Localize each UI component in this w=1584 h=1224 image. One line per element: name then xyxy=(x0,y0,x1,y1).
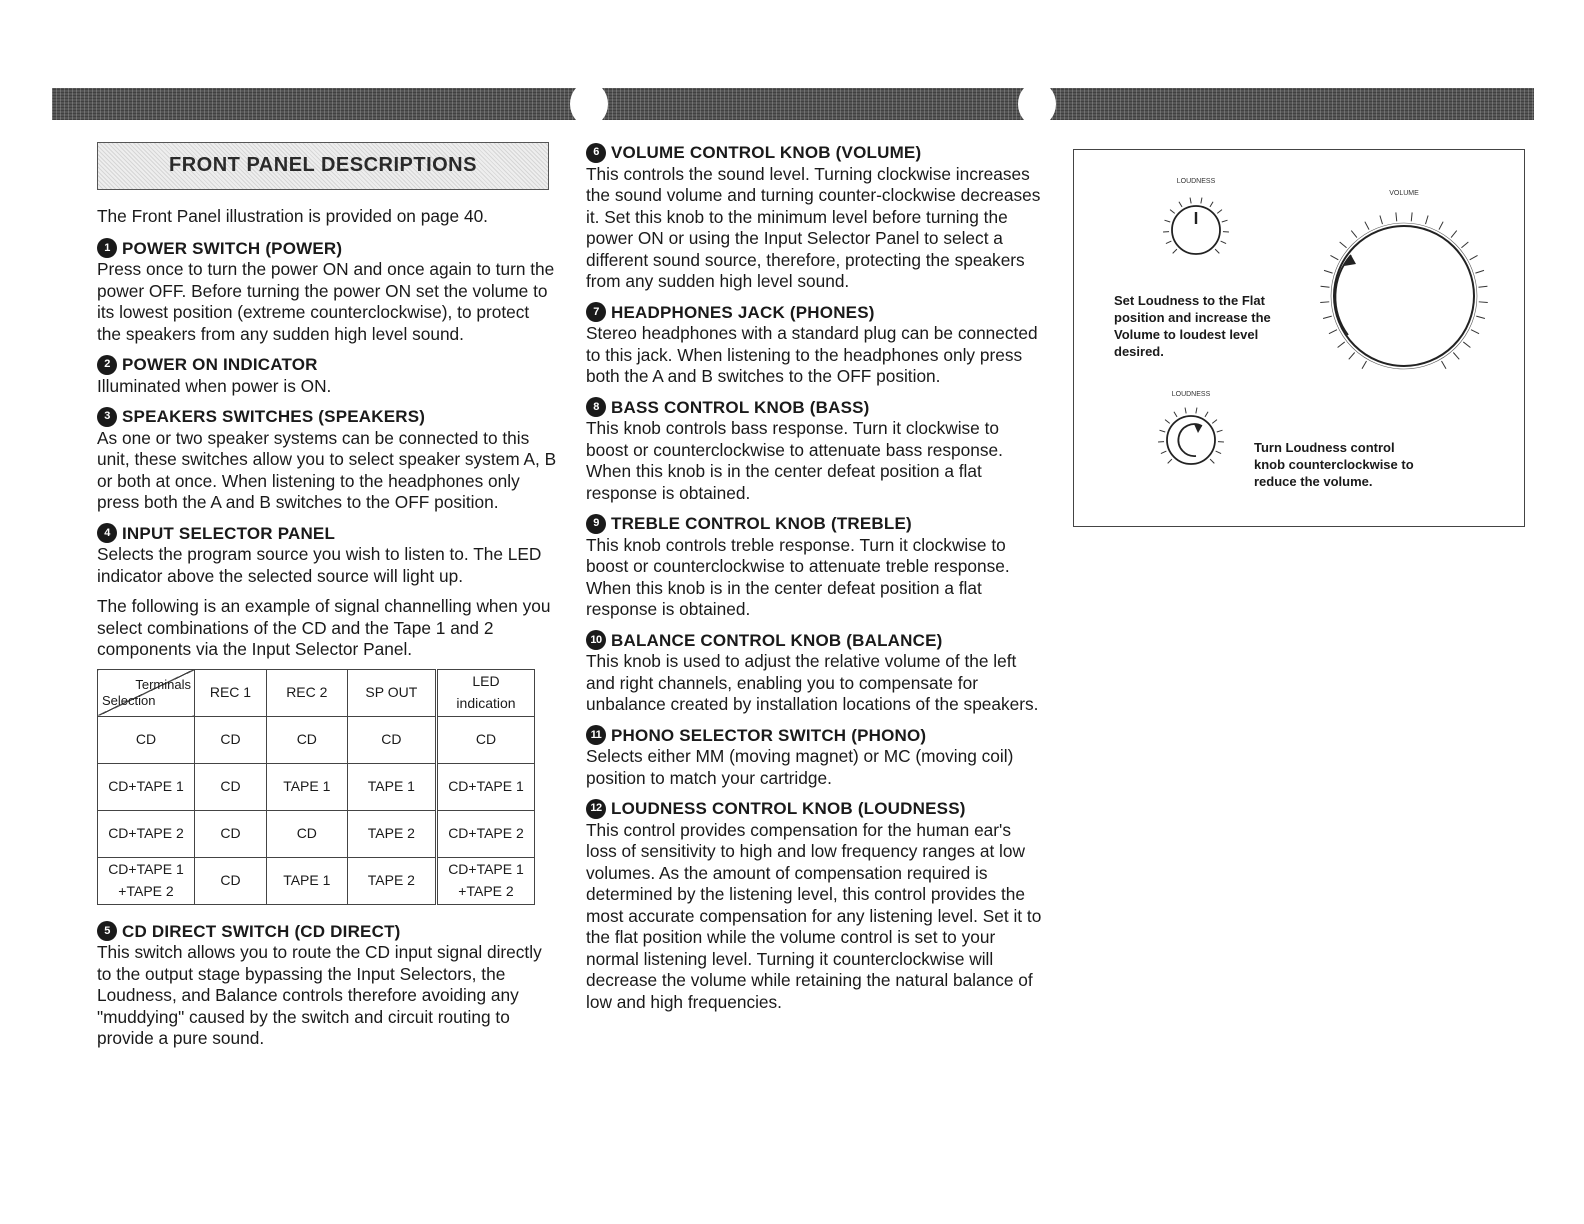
dial-tick xyxy=(1205,412,1208,417)
item-number-badge: 11 xyxy=(586,725,606,745)
dial-tick xyxy=(1323,316,1332,318)
dial-tick xyxy=(1185,408,1186,414)
item-number-badge: 1 xyxy=(97,238,117,258)
dial-tick xyxy=(1210,202,1213,207)
corner-selection-label: Selection xyxy=(102,693,156,708)
item-number-badge: 8 xyxy=(586,397,606,417)
dial-tick xyxy=(1174,412,1177,417)
table-intro-text: The following is an example of signal channelling when you select combinations of the CD and the Tape 1 and 2 components via the Input Selector Panel. xyxy=(97,596,551,659)
table-cell: TAPE 1 xyxy=(347,763,436,810)
dial-tick xyxy=(1164,220,1170,222)
dial-tick xyxy=(1479,302,1488,303)
item-body: This control provides compensation for the human ear's loss of sensitivity to high and low frequency ranges at low volumes. As the amount of compensation required is determined by the listening level, this control provides the most accurate compensation for any listening level. Set it to the flat position while the volume control is set to your normal listening level. Turning it counterclockwise will decrease the volume while retaining the natural balance of low and high frequencies. xyxy=(586,819,1042,1012)
table-row xyxy=(98,857,535,904)
intro-text: The Front Panel illustration is provided on page 40. xyxy=(97,206,488,226)
dial-tick xyxy=(1196,408,1197,414)
dial-tick xyxy=(1215,249,1219,253)
dial-tick xyxy=(1349,353,1355,360)
item-body: This controls the sound level. Turning clockwise increases the sound volume and turning counter-clockwise decreases it. Set this knob to the minimum level before turning the power ON or using the Input Selector Panel to select a different sound source, therefore, protecting the speakers from any sudden high level sound. xyxy=(586,163,1041,291)
column-header: REC 2 xyxy=(266,669,347,716)
table-row xyxy=(98,810,535,857)
dial-tick xyxy=(1216,451,1221,453)
item-number-badge: 9 xyxy=(586,514,606,534)
dial-tick xyxy=(1329,330,1337,334)
table-cell: CD+TAPE 1 +TAPE 2 xyxy=(437,857,535,904)
dial-tick xyxy=(1217,430,1223,432)
volume-label: VOLUME xyxy=(1389,190,1419,197)
item-body: Stereo headphones with a standard plug can be connected to this jack. When listening to the headphones only press both the A and B switches to the OFF position. xyxy=(586,323,1038,386)
dial-tick xyxy=(1168,459,1172,463)
item-number-badge: 5 xyxy=(97,921,117,941)
item-heading: BASS CONTROL KNOB (BASS) xyxy=(611,397,870,417)
item-body: This switch allows you to route the CD input signal directly to the output stage bypassing the Input Selectors, the Loudness, and Balance controls therefore avoiding any "muddying" caused by the switch and circuit routing to provide a pure sound. xyxy=(97,942,542,1048)
dial-tick xyxy=(1411,212,1412,221)
table-header-row xyxy=(98,669,535,716)
dial-tick xyxy=(1201,198,1202,204)
item-speakers-switches xyxy=(97,406,557,514)
dial-tick xyxy=(1212,420,1217,424)
table-cell: CD xyxy=(195,857,267,904)
item-heading: LOUDNESS CONTROL KNOB (LOUDNESS) xyxy=(611,799,966,818)
table-corner-cell xyxy=(98,669,195,716)
item-bass-knob xyxy=(586,397,1042,505)
item-number-badge: 2 xyxy=(97,355,117,375)
item-heading: BALANCE CONTROL KNOB (BALANCE) xyxy=(611,630,943,650)
table-cell: CD+TAPE 2 xyxy=(98,810,195,857)
dial-tick xyxy=(1165,420,1170,424)
dial-tick xyxy=(1453,353,1459,360)
dial-tick xyxy=(1476,316,1485,318)
table-cell: CD+TAPE 1 xyxy=(98,763,195,810)
dial-tick xyxy=(1173,249,1177,253)
middle-column xyxy=(586,142,1042,1022)
dial-tick xyxy=(1426,216,1429,225)
corner-terminals-label: Terminals xyxy=(135,676,191,692)
dial-tick xyxy=(1338,342,1345,348)
section-title-box xyxy=(97,142,549,190)
table-cell: CD xyxy=(195,716,267,763)
binder-hole xyxy=(1018,82,1056,126)
dial-tick xyxy=(1439,222,1443,230)
dial-tick xyxy=(1217,210,1222,214)
dial-tick xyxy=(1324,270,1333,273)
dial-tick xyxy=(1351,231,1357,238)
dial-tick xyxy=(1190,198,1191,204)
dial-tick xyxy=(1362,361,1367,369)
item-power-switch xyxy=(97,238,557,346)
table-row xyxy=(98,716,535,763)
volume-knob xyxy=(1320,212,1487,369)
table-cell: CD xyxy=(266,716,347,763)
dial-tick xyxy=(1442,361,1447,369)
item-heading: VOLUME CONTROL KNOB (VOLUME) xyxy=(611,143,922,162)
table-cell: CD xyxy=(195,763,267,810)
table-cell: CD xyxy=(437,716,535,763)
item-input-selector xyxy=(97,523,557,588)
dial-tick xyxy=(1365,222,1369,230)
item-heading: PHONO SELECTOR SWITCH (PHONO) xyxy=(611,725,927,745)
table-cell: CD xyxy=(195,810,267,857)
item-treble-knob xyxy=(586,513,1042,621)
item-heading: SPEAKERS SWITCHES (SPEAKERS) xyxy=(122,407,426,426)
dial-tick xyxy=(1471,330,1479,334)
dial-tick xyxy=(1330,255,1338,259)
dial-tick xyxy=(1380,216,1383,225)
dial-tick xyxy=(1478,286,1487,287)
item-number-badge: 3 xyxy=(97,407,117,427)
top-decorative-bar xyxy=(52,88,1534,120)
dial-tick xyxy=(1451,231,1457,238)
dial-tick xyxy=(1470,255,1478,259)
table-cell: CD xyxy=(266,810,347,857)
item-body: This knob controls bass response. Turn it clockwise to boost or counterclockwise to attenuate bass response. When this knob is in the center defeat position a flat response is obtained. xyxy=(586,418,1003,503)
item-number-badge: 4 xyxy=(97,523,117,543)
table-cell: CD+TAPE 1 xyxy=(437,763,535,810)
item-headphones-jack xyxy=(586,302,1042,388)
dial-tick xyxy=(1396,212,1397,221)
dial-tick xyxy=(1210,459,1214,463)
item-body: Selects the program source you wish to listen to. The LED indicator above the selected source will light up. xyxy=(97,544,542,586)
item-number-badge: 6 xyxy=(586,143,606,163)
dial-tick xyxy=(1170,210,1175,214)
dial-tick xyxy=(1159,430,1165,432)
loudness-label-top: LOUDNESS xyxy=(1176,178,1216,185)
item-number-badge: 10 xyxy=(586,630,606,650)
dial-tick xyxy=(1475,270,1484,273)
item-balance-knob xyxy=(586,630,1042,716)
dial-tick xyxy=(1321,286,1330,287)
item-heading: POWER SWITCH (POWER) xyxy=(122,238,343,258)
dial-tick xyxy=(1461,242,1468,248)
item-body: Selects either MM (moving magnet) or MC (moving coil) position to match your cartridge. xyxy=(586,746,1014,788)
dial-tick xyxy=(1161,451,1166,453)
dial-tick xyxy=(1320,302,1329,303)
loudness-knob-top xyxy=(1163,198,1229,254)
dial-tick xyxy=(1340,242,1347,248)
item-power-indicator xyxy=(97,354,557,397)
item-heading: CD DIRECT SWITCH (CD DIRECT) xyxy=(122,921,401,941)
caption-set-loudness: Set Loudness to the Flat position and increase the Volume to loudest level desired. xyxy=(1114,293,1271,359)
loudness-knob-bottom xyxy=(1158,408,1224,464)
column-header: LED indication xyxy=(437,669,535,716)
item-cd-direct xyxy=(97,921,557,1050)
table-row xyxy=(98,763,535,810)
item-body: As one or two speaker systems can be connected to this unit, these switches allow you to select speaker system A, B or both at once. When listening to the headphones only press both the A and B switches to the OFF position. xyxy=(97,427,557,512)
dial-tick xyxy=(1221,241,1226,243)
item-loudness-knob xyxy=(586,798,1042,1013)
item-number-badge: 12 xyxy=(586,799,606,819)
table-cell: TAPE 2 xyxy=(347,857,436,904)
signal-channelling-table xyxy=(97,669,535,905)
left-column xyxy=(97,142,557,1059)
item-volume-knob xyxy=(586,142,1042,293)
knob-illustration xyxy=(1073,149,1525,527)
item-heading: POWER ON INDICATOR xyxy=(122,355,318,374)
column-header: SP OUT xyxy=(347,669,436,716)
table-cell: TAPE 2 xyxy=(347,810,436,857)
dial-tick xyxy=(1166,241,1171,243)
item-body: This knob is used to adjust the relative volume of the left and right channels, enabling you to compensate for unbalance created by installation locations of the speakers. xyxy=(586,651,1039,714)
item-body: Press once to turn the power ON and once again to turn the power OFF. Before turning the power ON set the volume to its lowest position (extreme counterclockwise), to protect the speakers from any sudden high level sound. xyxy=(97,259,555,344)
section-title: FRONT PANEL DESCRIPTIONS xyxy=(169,154,477,177)
binder-hole xyxy=(570,82,608,126)
dial-tick xyxy=(1222,220,1228,222)
item-heading: HEADPHONES JACK (PHONES) xyxy=(611,302,875,322)
dial-tick xyxy=(1179,202,1182,207)
table-cell: CD xyxy=(98,716,195,763)
table-cell: CD+TAPE 2 xyxy=(437,810,535,857)
item-number-badge: 7 xyxy=(586,302,606,322)
item-body: This knob controls treble response. Turn it clockwise to boost or counterclockwise to attenuate treble response. When this knob is in the center defeat position a flat response is obtained. xyxy=(586,534,1010,619)
dial-tick xyxy=(1463,342,1470,348)
caption-turn-loudness: Turn Loudness control knob counterclockwise to reduce the volume. xyxy=(1254,440,1414,489)
table-cell: CD xyxy=(347,716,436,763)
table-cell: TAPE 1 xyxy=(266,763,347,810)
item-body: Illuminated when power is ON. xyxy=(97,375,332,396)
item-phono-selector xyxy=(586,725,1042,790)
item-heading: INPUT SELECTOR PANEL xyxy=(122,523,336,543)
table-cell: CD+TAPE 1 +TAPE 2 xyxy=(98,857,195,904)
item-heading: TREBLE CONTROL KNOB (TREBLE) xyxy=(611,514,912,533)
loudness-label-bottom: LOUDNESS xyxy=(1171,391,1211,398)
column-header: REC 1 xyxy=(195,669,267,716)
table-cell: TAPE 1 xyxy=(266,857,347,904)
